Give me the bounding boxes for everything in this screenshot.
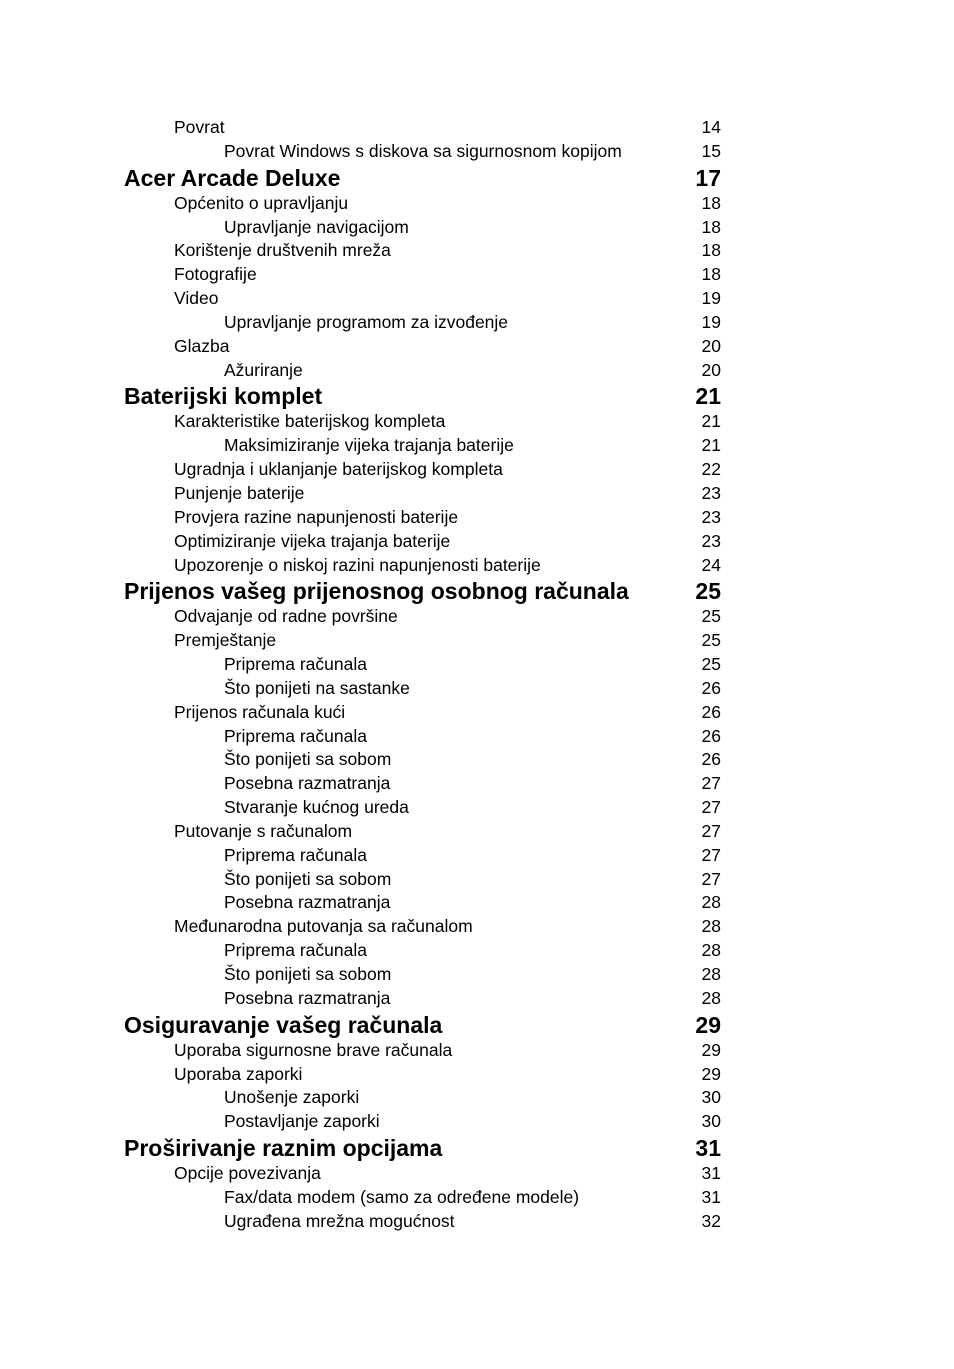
toc-entry-title: Priprema računala	[224, 654, 367, 675]
toc-entry-title: Optimiziranje vijeka trajanja baterije	[174, 530, 451, 551]
toc-page-number: 23	[701, 530, 721, 551]
toc-chapter-row[interactable]	[0, 382, 954, 410]
toc-entry-title: Prijenos računala kući	[174, 701, 346, 722]
toc-subsection-row[interactable]	[0, 939, 954, 963]
toc-entry-title: Stvaranje kućnog ureda	[224, 797, 409, 818]
toc-entry-title: Karakteristike baterijskog kompleta	[174, 411, 446, 432]
toc-chapter-row[interactable]	[0, 1134, 954, 1162]
toc-chapter-row[interactable]	[0, 577, 954, 605]
toc-section-row[interactable]	[0, 629, 954, 653]
toc-page-number: 25	[701, 606, 721, 627]
toc-subsection-row[interactable]	[0, 1186, 954, 1210]
toc-page-number: 28	[701, 940, 721, 961]
toc-section-row[interactable]	[0, 530, 954, 554]
toc-entry-title: Što ponijeti sa sobom	[224, 868, 392, 889]
toc-page-number: 18	[701, 192, 721, 213]
toc-entry-title: Premještanje	[174, 630, 277, 651]
toc-subsection-row[interactable]	[0, 1210, 954, 1234]
toc-subsection-row[interactable]	[0, 216, 954, 240]
toc-page-number: 24	[701, 554, 721, 575]
toc-page-number: 23	[701, 506, 721, 527]
toc-subsection-row[interactable]	[0, 748, 954, 772]
toc-page-number: 21	[701, 411, 721, 432]
toc-page-number: 20	[701, 359, 721, 380]
toc-entry-title: Priprema računala	[224, 940, 367, 961]
toc-page-number: 20	[701, 335, 721, 356]
toc-page-number: 27	[701, 868, 721, 889]
toc-entry-title: Prijenos vašeg prijenosnog osobnog računala	[124, 578, 629, 605]
toc-subsection-row[interactable]	[0, 1086, 954, 1110]
toc-page-number: 19	[701, 311, 721, 332]
toc-page-number: 30	[701, 1087, 721, 1108]
toc-section-row[interactable]	[0, 287, 954, 311]
toc-subsection-row[interactable]	[0, 1110, 954, 1134]
toc-section-row[interactable]	[0, 506, 954, 530]
toc-section-row[interactable]	[0, 192, 954, 216]
toc-page-number: 19	[701, 288, 721, 309]
toc-section-row[interactable]	[0, 263, 954, 287]
toc-subsection-row[interactable]	[0, 772, 954, 796]
toc-entry-title: Uporaba zaporki	[174, 1063, 303, 1084]
toc-subsection-row[interactable]	[0, 653, 954, 677]
table-of-contents	[0, 116, 954, 1234]
toc-page-number: 29	[695, 1011, 721, 1038]
toc-subsection-row[interactable]	[0, 963, 954, 987]
toc-entry-title: Proširivanje raznim opcijama	[124, 1135, 443, 1162]
toc-entry-title: Ugradnja i uklanjanje baterijskog kompleta	[174, 459, 503, 480]
toc-subsection-row[interactable]	[0, 140, 954, 164]
toc-page-number: 30	[701, 1111, 721, 1132]
toc-page-number: 15	[701, 140, 721, 161]
toc-entry-title: Uporaba sigurnosne brave računala	[174, 1039, 453, 1060]
toc-entry-title: Fotografije	[174, 264, 257, 285]
toc-page-number: 26	[701, 725, 721, 746]
toc-subsection-row[interactable]	[0, 987, 954, 1011]
toc-page-number: 26	[701, 677, 721, 698]
toc-subsection-row[interactable]	[0, 359, 954, 383]
toc-entry-title: Unošenje zaporki	[224, 1087, 360, 1108]
toc-subsection-row[interactable]	[0, 725, 954, 749]
toc-subsection-row[interactable]	[0, 891, 954, 915]
toc-entry-title: Baterijski komplet	[124, 383, 323, 410]
toc-section-row[interactable]	[0, 605, 954, 629]
toc-entry-title: Glazba	[174, 335, 230, 356]
toc-entry-title: Provjera razine napunjenosti baterije	[174, 506, 459, 527]
toc-page-number: 21	[701, 435, 721, 456]
toc-section-row[interactable]	[0, 820, 954, 844]
toc-page-number: 23	[701, 482, 721, 503]
toc-section-row[interactable]	[0, 915, 954, 939]
toc-entry-title: Posebna razmatranja	[224, 987, 391, 1008]
toc-section-row[interactable]	[0, 482, 954, 506]
toc-entry-title: Što ponijeti sa sobom	[224, 964, 392, 984]
toc-entry-title: Upravljanje navigacijom	[224, 216, 409, 237]
toc-page-number: 18	[701, 264, 721, 285]
toc-entry-title: Što ponijeti sa sobom	[224, 749, 392, 770]
toc-section-row[interactable]	[0, 554, 954, 578]
toc-section-row[interactable]	[0, 1162, 954, 1186]
toc-page-number: 26	[701, 701, 721, 722]
toc-page-number: 17	[695, 164, 721, 191]
toc-subsection-row[interactable]	[0, 311, 954, 335]
toc-page-number: 22	[701, 459, 721, 480]
toc-page-number: 28	[701, 892, 721, 913]
toc-entry-title: Općenito o upravljanju	[174, 192, 349, 213]
toc-entry-title: Putovanje s računalom	[174, 820, 353, 841]
toc-page-number: 28	[701, 916, 721, 937]
toc-page-number: 31	[701, 1163, 721, 1184]
toc-subsection-row[interactable]	[0, 677, 954, 701]
toc-page-number: 28	[701, 964, 721, 984]
toc-chapter-row[interactable]	[0, 1011, 954, 1039]
toc-entry-title: Postavljanje zaporki	[224, 1111, 380, 1132]
toc-page-number: 29	[701, 1039, 721, 1060]
toc-page-number: 25	[695, 578, 721, 605]
toc-page-number: 28	[701, 987, 721, 1008]
toc-entry-title: Korištenje društvenih mreža	[174, 240, 391, 261]
toc-section-row[interactable]	[0, 410, 954, 434]
toc-entry-title: Video	[174, 288, 219, 309]
toc-section-row[interactable]	[0, 335, 954, 359]
toc-entry-title: Upravljanje programom za izvođenje	[224, 311, 509, 332]
toc-subsection-row[interactable]	[0, 434, 954, 458]
toc-entry-title: Maksimiziranje vijeka trajanja baterije	[224, 435, 514, 456]
toc-page-number: 21	[695, 383, 721, 410]
toc-subsection-row[interactable]	[0, 868, 954, 892]
toc-section-row[interactable]	[0, 701, 954, 725]
toc-page-number: 27	[701, 797, 721, 818]
toc-page-number: 25	[701, 654, 721, 675]
toc-entry-title: Upozorenje o niskoj razini napunjenosti baterije	[174, 554, 541, 575]
toc-page-number: 18	[701, 216, 721, 237]
toc-entry-title: Osiguravanje vašeg računala	[124, 1011, 443, 1038]
toc-entry-title: Povrat	[174, 117, 225, 137]
toc-entry-title: Acer Arcade Deluxe	[124, 164, 341, 191]
toc-entry-title: Opcije povezivanja	[174, 1163, 321, 1184]
toc-entry-title: Ugrađena mrežna mogućnost	[224, 1210, 455, 1231]
toc-entry-title: Što ponijeti na sastanke	[224, 677, 410, 698]
toc-page-number: 32	[701, 1210, 721, 1231]
toc-entry-title: Posebna razmatranja	[224, 773, 391, 794]
toc-entry-title: Punjenje baterije	[174, 482, 305, 503]
toc-page-number: 27	[701, 844, 721, 865]
toc-entry-title: Priprema računala	[224, 725, 367, 746]
toc-page-number: 25	[701, 630, 721, 651]
toc-section-row[interactable]	[0, 458, 954, 482]
toc-page-number: 27	[701, 773, 721, 794]
toc-entry-title: Posebna razmatranja	[224, 892, 391, 913]
toc-entry-title: Povrat Windows s diskova sa sigurnosnom kopijom	[224, 140, 622, 161]
toc-section-row[interactable]	[0, 1063, 954, 1087]
toc-entry-title: Fax/data modem (samo za određene modele)	[224, 1186, 580, 1207]
toc-entry-title: Ažuriranje	[224, 359, 303, 380]
toc-page-number: 18	[701, 240, 721, 261]
toc-entry-title: Odvajanje od radne površine	[174, 606, 398, 627]
toc-chapter-row[interactable]	[0, 164, 954, 192]
toc-page-number: 27	[701, 820, 721, 841]
toc-page-number: 31	[695, 1135, 721, 1162]
toc-entry-title: Priprema računala	[224, 844, 367, 865]
toc-page-number: 14	[701, 117, 721, 137]
toc-subsection-row[interactable]	[0, 844, 954, 868]
toc-subsection-row[interactable]	[0, 796, 954, 820]
toc-section-row[interactable]	[0, 239, 954, 263]
toc-page-number: 31	[701, 1186, 721, 1207]
toc-section-row[interactable]	[0, 1039, 954, 1063]
toc-entry-title: Međunarodna putovanja sa računalom	[174, 916, 473, 937]
toc-section-row[interactable]	[0, 116, 954, 140]
toc-page-number: 29	[701, 1063, 721, 1084]
toc-page-number: 26	[701, 749, 721, 770]
